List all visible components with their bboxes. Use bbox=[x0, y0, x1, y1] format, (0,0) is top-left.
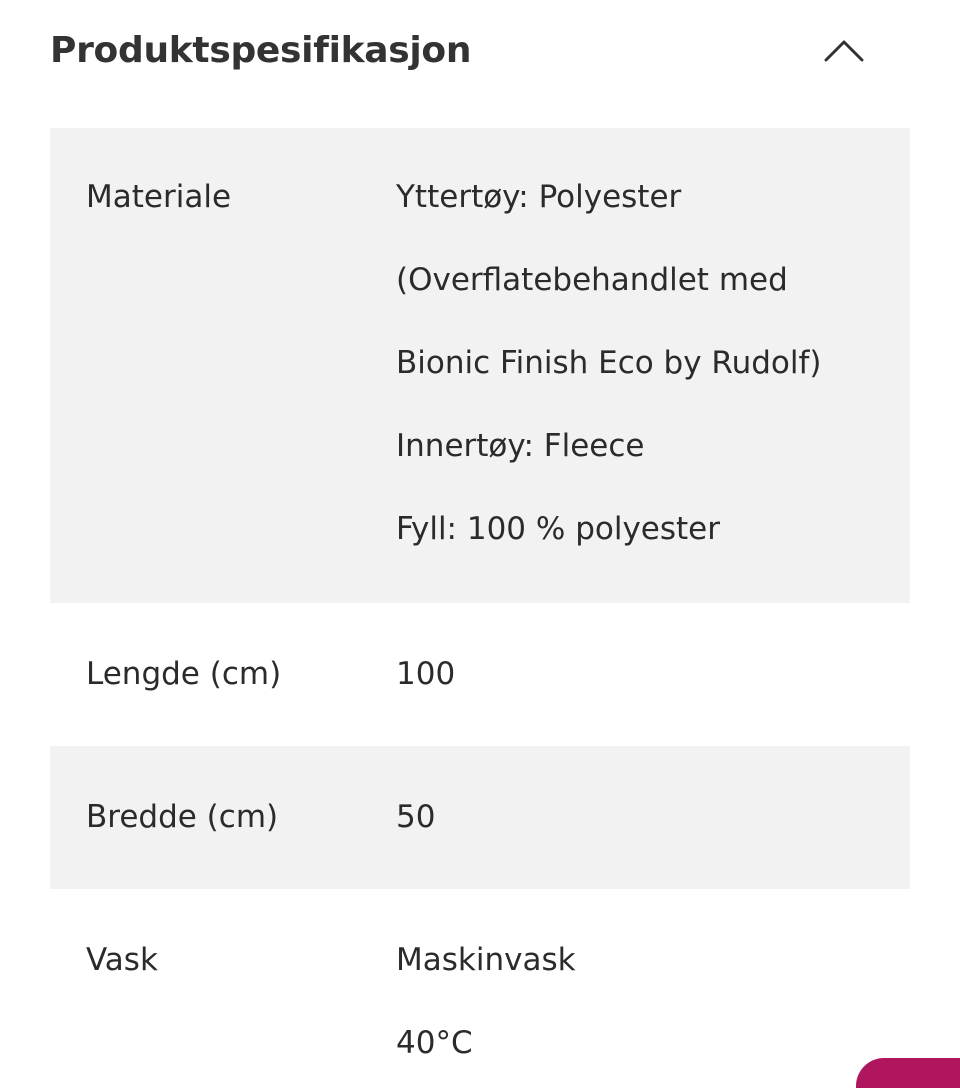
spec-values-width bbox=[396, 776, 874, 859]
spec-value-line: Innertøy: Fleece bbox=[396, 428, 645, 464]
spec-value-line: Yttertøy: Polyester bbox=[396, 179, 682, 215]
spec-value-line: 100 bbox=[396, 656, 456, 692]
chevron-up-icon[interactable] bbox=[822, 28, 866, 72]
spec-value-line: (Overflatebehandlet med bbox=[396, 262, 788, 298]
spec-value-line: 50 bbox=[396, 799, 436, 835]
spec-row-material bbox=[50, 128, 910, 603]
floating-action-button[interactable] bbox=[856, 1058, 960, 1088]
spec-values-length bbox=[396, 633, 874, 716]
spec-values-wash bbox=[396, 919, 874, 1085]
spec-table bbox=[50, 128, 910, 1085]
spec-value-line: 40°C bbox=[396, 1025, 473, 1061]
spec-label-wash: Vask bbox=[86, 942, 158, 978]
spec-value-line: Fyll: 100 % polyester bbox=[396, 511, 720, 547]
spec-value-line: Maskinvask bbox=[396, 942, 576, 978]
spec-label-length: Lengde (cm) bbox=[86, 656, 282, 692]
spec-row-wash bbox=[50, 889, 910, 1085]
section-title: Produktspesifikasjon bbox=[50, 29, 472, 71]
spec-values-material bbox=[396, 156, 874, 571]
spec-value-line: Bionic Finish Eco by Rudolf) bbox=[396, 345, 822, 381]
spec-accordion-header[interactable] bbox=[50, 0, 860, 100]
spec-row-length bbox=[50, 603, 910, 746]
spec-label-width: Bredde (cm) bbox=[86, 799, 279, 835]
spec-label-material: Materiale bbox=[86, 179, 232, 215]
spec-row-width bbox=[50, 746, 910, 889]
